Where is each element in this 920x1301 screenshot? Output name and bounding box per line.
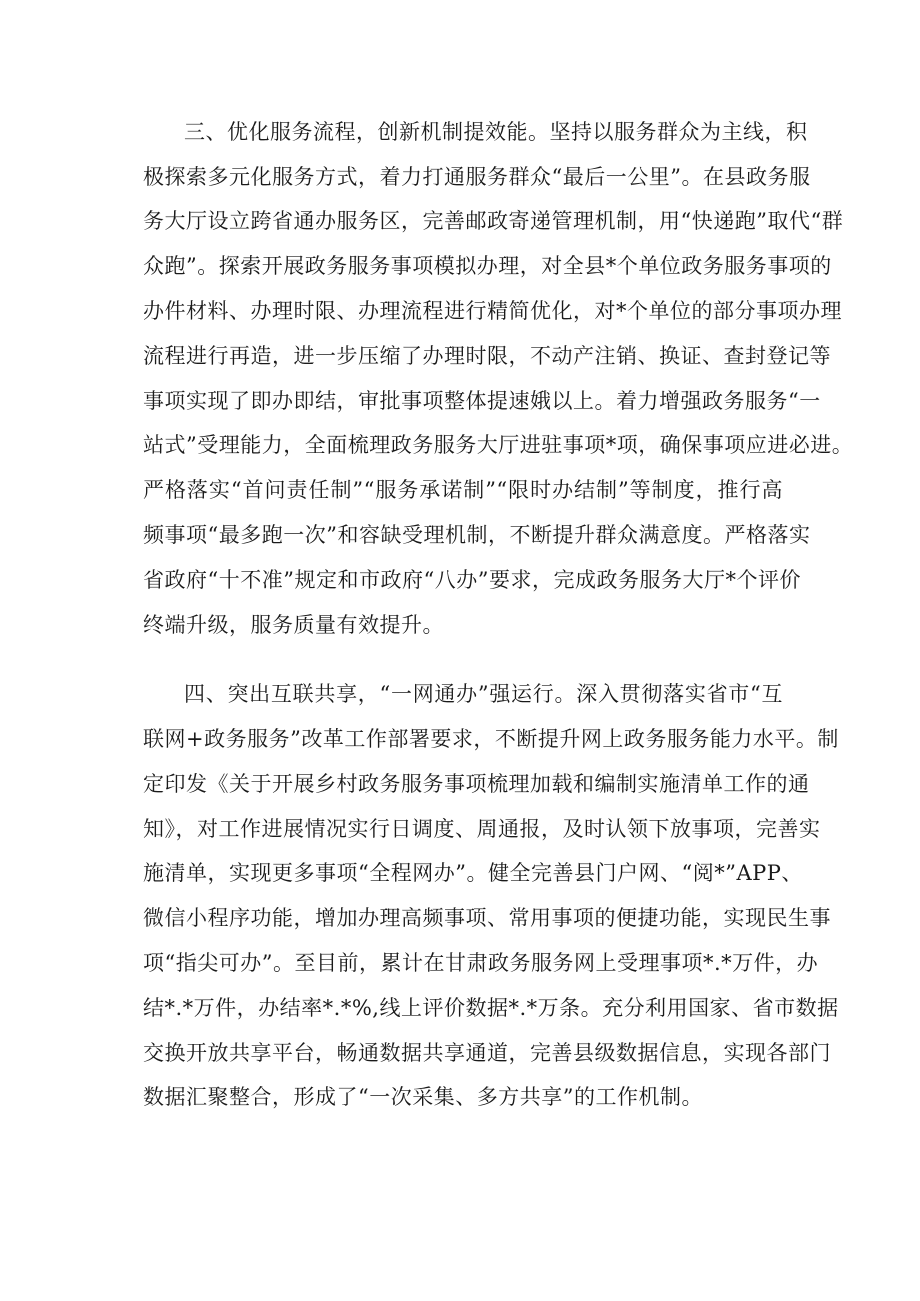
text-line: 事项实现了即办即结，审批事项整体提速娥以上。着力增强政务服务“一: [143, 389, 821, 413]
text-line: 知》，对工作进展情况实行日调度、周通报，及时认领下放事项，完善实: [143, 817, 821, 841]
text-line: 四、突出互联共享，“一网通办”强运行。深入贯彻落实省市“互: [184, 682, 783, 706]
text-line: 众跑”。探索开展政务服务事项模拟办理，对全县*个单位政务服务事项的: [143, 254, 832, 278]
text-line: 严格落实“首问责任制”“服务承诺制”“限时办结制”等制度，推行高: [143, 478, 783, 502]
text-line: 联网+政务服务”改革工作部署要求，不断提升网上政务服务能力水平。制: [143, 727, 839, 751]
text-line: 微信小程序功能，增加办理高频事项、常用事项的便捷功能，实现民生事: [143, 906, 831, 930]
text-line: 项“指尖可办”。至目前，累计在甘肃政务服务网上受理事项*.*万件，办: [143, 951, 819, 975]
text-line: 交换开放共享平台，畅通数据共享通道，完善县级数据信息，实现各部门: [143, 1041, 831, 1065]
text-line: 数据汇聚整合，形成了“一次采集、多方共享”的工作机制。: [143, 1085, 703, 1109]
text-line: 三、优化服务流程，创新机制提效能。坚持以服务群众为主线，积: [184, 120, 808, 144]
text-line: 频事项“最多跑一次”和容缺受理机制，不断提升群众满意度。严格落实: [143, 523, 811, 547]
text-line: 极探索多元化服务方式，着力打通服务群众“最后一公里”。在县政务服: [143, 165, 811, 189]
text-line: 定印发《关于开展乡村政务服务事项梳理加载和编制实施清单工作的通: [143, 772, 810, 796]
text-line: 终端升级，服务质量有效提升。: [143, 613, 444, 637]
text-line: 流程进行再造，进一步压缩了办理时限，不动产注销、换证、查封登记等: [143, 344, 831, 368]
text-line: 办件材料、办理时限、办理流程进行精简优化，对*个单位的部分事项办理: [143, 299, 842, 323]
text-line: 务大厅设立跨省通办服务区，完善邮政寄递管理机制，用“快递跑”取代“群: [143, 209, 844, 233]
text-line: 站式”受理能力，全面梳理政务服务大厅进驻事项*项，确保事项应进必进。: [143, 433, 854, 457]
text-line: 省政府“十不准”规定和市政府“八办”要求，完成政务服务大厅*个评价: [143, 568, 801, 592]
text-line: 施清单，实现更多事项“全程网办”。健全完善县门户网、“阅*”APP、: [143, 861, 803, 885]
text-line: 结*.*万件，办结率*.*%,线上评价数据*.*万条。充分利用国家、省市数据: [143, 996, 839, 1020]
